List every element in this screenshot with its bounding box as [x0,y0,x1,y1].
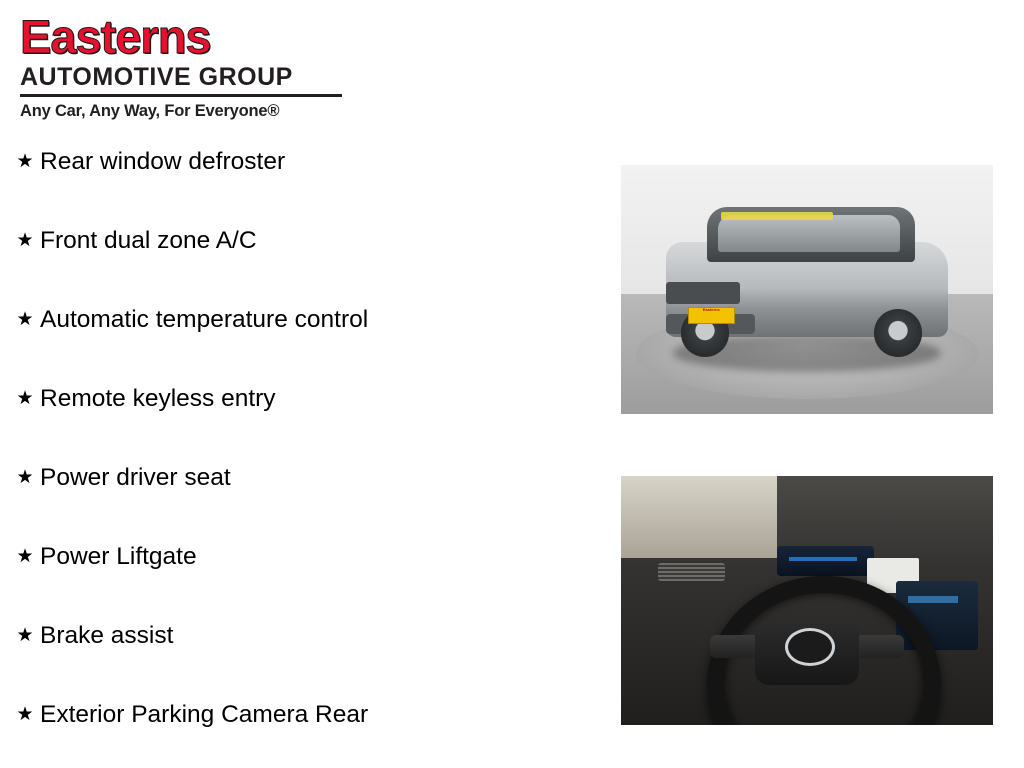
star-icon: ★ [16,388,34,409]
windshield-sticker [721,212,833,219]
logo-brand-text: Easterns [20,10,211,63]
steering-wheel-right-controls [855,635,903,657]
feature-label: Automatic temperature control [40,306,369,333]
star-icon: ★ [16,704,34,725]
list-item [10,464,590,543]
list-item [10,385,590,464]
rear-wheel [874,309,922,356]
feature-label: Front dual zone A/C [40,227,257,254]
side-window [621,476,777,558]
dealer-logo [20,12,360,121]
list-item [10,306,590,385]
vehicle-glass [718,215,900,252]
feature-label: Power driver seat [40,464,231,491]
feature-list [10,148,590,768]
vehicle-exterior-photo [621,165,993,414]
list-item [10,622,590,701]
vehicle-grille [666,282,740,304]
feature-label: Brake assist [40,622,174,649]
star-icon: ★ [16,546,34,567]
star-icon: ★ [16,309,34,330]
logo-tagline: Any Car, Any Way, For Everyone® [20,102,280,120]
list-item [10,148,590,227]
star-icon: ★ [16,151,34,172]
list-item [10,543,590,622]
feature-label: Remote keyless entry [40,385,276,412]
instrument-cluster [777,546,874,576]
list-item [10,227,590,306]
star-icon: ★ [16,467,34,488]
feature-label: Power Liftgate [40,543,197,570]
feature-label: Exterior Parking Camera Rear [40,701,369,728]
star-icon: ★ [16,230,34,251]
list-item [10,701,590,768]
vehicle-interior-photo [621,476,993,725]
logo-divider [20,94,342,97]
star-icon: ★ [16,625,34,646]
air-vent [658,563,725,580]
logo-secondary-text: AUTOMOTIVE GROUP [20,63,293,91]
dealer-plate: Easterns [688,307,735,324]
steering-wheel-left-controls [710,635,758,657]
feature-label: Rear window defroster [40,148,286,175]
